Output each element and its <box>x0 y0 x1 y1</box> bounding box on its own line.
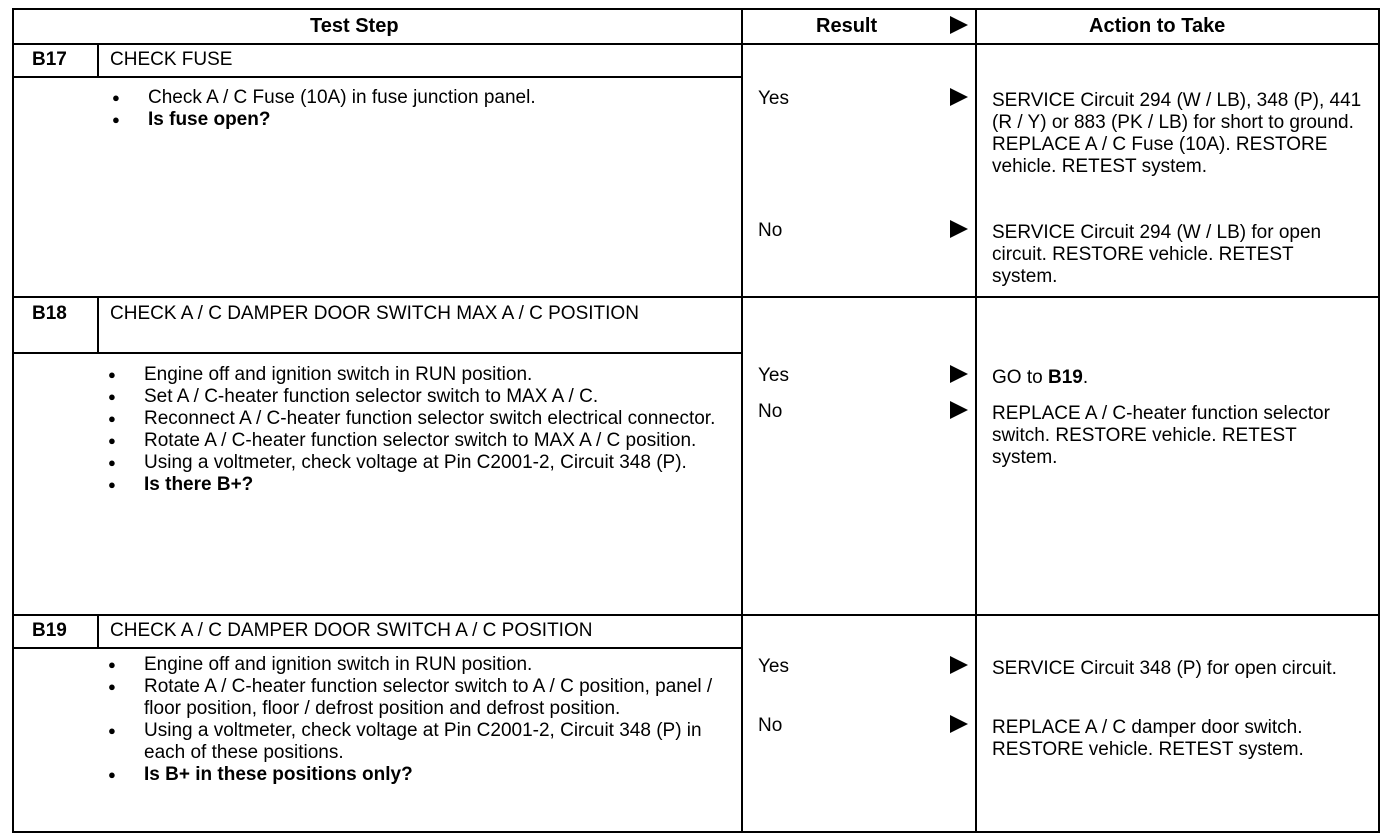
arrow-icon <box>950 220 968 238</box>
rule <box>12 614 1380 616</box>
action-text <box>992 367 1088 389</box>
action-suffix: . <box>1082 367 1089 388</box>
rule <box>12 76 742 78</box>
rule <box>97 614 99 649</box>
rule <box>97 43 99 77</box>
step-item: ● Rotate A / C-heater function selector switch to A / C position, panel / floor position, floor / defrost position and defrost position. <box>108 676 728 720</box>
header-action: Action to Take <box>1089 15 1226 37</box>
action-text: SERVICE Circuit 294 (W / LB), 348 (P), 441 (R / Y) or 883 (PK / LB) for short to ground. REPLACE A / C Fuse (10A). RESTORE vehicle. RETEST system. <box>992 90 1362 177</box>
action-step-ref: B19 <box>1047 367 1083 388</box>
step-items <box>112 87 732 131</box>
arrow-icon <box>950 715 968 733</box>
result-no: No <box>758 715 783 736</box>
action-text: SERVICE Circuit 294 (W / LB) for open circuit. RESTORE vehicle. RETEST system. <box>992 222 1322 287</box>
step-question: ● Is fuse open? <box>112 109 732 131</box>
arrow-icon <box>950 401 968 419</box>
rule <box>12 8 1380 10</box>
arrow-icon <box>950 656 968 674</box>
step-title: CHECK A / C DAMPER DOOR SWITCH A / C POSITION <box>110 620 593 641</box>
action-text: REPLACE A / C-heater function selector switch. RESTORE vehicle. RETEST system. <box>992 403 1330 468</box>
step-code: B19 <box>32 620 67 641</box>
arrow-icon <box>950 16 968 34</box>
action-text: SERVICE Circuit 348 (P) for open circuit. <box>992 658 1337 679</box>
step-item: ● Reconnect A / C-heater function selector switch electrical connector. <box>108 408 718 430</box>
arrow-icon <box>950 88 968 106</box>
result-yes: Yes <box>758 365 789 386</box>
rule <box>1378 8 1380 833</box>
step-item: ● Engine off and ignition switch in RUN position. <box>108 364 718 386</box>
rule <box>975 8 977 833</box>
step-title: CHECK FUSE <box>110 49 233 70</box>
result-yes: Yes <box>758 656 789 677</box>
step-item: ● Rotate A / C-heater function selector switch to MAX A / C position. <box>108 430 718 452</box>
rule <box>12 352 742 354</box>
header-result: Result <box>816 15 878 37</box>
rule <box>12 8 14 833</box>
step-item: ● Using a voltmeter, check voltage at Pin C2001-2, Circuit 348 (P). <box>108 452 718 474</box>
step-question: ● Is there B+? <box>108 474 718 496</box>
step-title: CHECK A / C DAMPER DOOR SWITCH MAX A / C POSITION <box>110 303 639 324</box>
action-prefix: GO to <box>992 367 1048 388</box>
step-item: ● Engine off and ignition switch in RUN position. <box>108 654 728 676</box>
rule <box>741 8 743 833</box>
result-yes: Yes <box>758 88 789 109</box>
action-text: REPLACE A / C damper door switch. RESTORE vehicle. RETEST system. <box>992 717 1304 760</box>
rule <box>12 831 1380 833</box>
header-test-step: Test Step <box>310 15 399 37</box>
rule <box>12 43 1380 45</box>
step-item: ● Using a voltmeter, check voltage at Pin C2001-2, Circuit 348 (P) in each of these positions. <box>108 720 728 764</box>
step-items <box>108 654 728 786</box>
step-item: ● Check A / C Fuse (10A) in fuse junction panel. <box>112 87 732 109</box>
rule <box>12 296 1380 298</box>
step-code: B18 <box>32 303 67 324</box>
result-no: No <box>758 220 783 241</box>
step-items <box>108 364 718 496</box>
arrow-icon <box>950 365 968 383</box>
rule <box>12 647 742 649</box>
rule <box>97 296 99 354</box>
step-item: ● Set A / C-heater function selector switch to MAX A / C. <box>108 386 718 408</box>
step-question: ● Is B+ in these positions only? <box>108 764 728 786</box>
step-code: B17 <box>32 49 67 70</box>
result-no: No <box>758 401 783 422</box>
